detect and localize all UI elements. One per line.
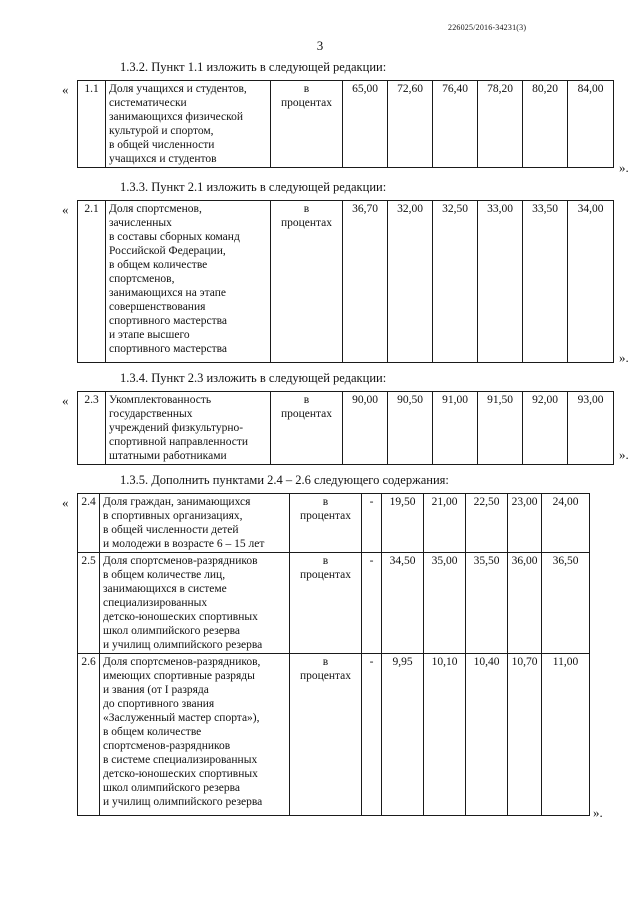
unit-line: процентах (299, 670, 352, 682)
unit-line: в (303, 203, 310, 215)
indicator-table (77, 200, 614, 363)
value-cell: 91,00 (433, 392, 478, 465)
indicator-cell (100, 553, 290, 654)
unit-cell (271, 201, 343, 363)
indicator-line: в общем количестве (103, 726, 202, 738)
indicator-line: имеющих спортивные разряды (103, 670, 255, 682)
table-row (78, 494, 590, 553)
indicator-line: в общем количестве (109, 259, 208, 271)
unit-cell (271, 392, 343, 465)
close-quote: ». (619, 160, 629, 175)
value-cell: 35,50 (466, 553, 508, 654)
value-cell: 21,00 (424, 494, 466, 553)
unit-line: в (322, 496, 329, 508)
indicator-cell (106, 201, 271, 363)
indicator-cell (106, 81, 271, 168)
unit-cell (290, 553, 362, 654)
indicator-line: в общей численности детей (103, 524, 239, 536)
indicator-line: в общем количестве лиц, (103, 569, 226, 581)
unit-cell (271, 81, 343, 168)
value-cell: 9,95 (382, 654, 424, 816)
value-cell: 10,70 (508, 654, 542, 816)
indicator-line: спортсменов-разрядников (103, 740, 231, 752)
close-quote: ». (619, 350, 629, 365)
value-cell: 19,50 (382, 494, 424, 553)
indicator-line: и этапе высшего (109, 329, 190, 341)
value-cell: 93,00 (568, 392, 614, 465)
indicator-line: занимающихся физической (109, 111, 244, 123)
indicator-line: Доля учащихся и студентов, (109, 83, 247, 95)
indicator-line: в общей численности (109, 139, 215, 151)
value-cell: 32,50 (433, 201, 478, 363)
value-cell: 90,50 (388, 392, 433, 465)
unit-line: процентах (280, 97, 333, 109)
value-cell: 33,50 (523, 201, 568, 363)
unit-line: процентах (280, 408, 333, 420)
indicator-line: занимающихся в системе (103, 583, 227, 595)
indicator-line: школ олимпийского резерва (103, 782, 240, 794)
value-cell: 33,00 (478, 201, 523, 363)
value-cell: 36,50 (542, 553, 590, 654)
unit-cell (290, 494, 362, 553)
indicator-line: спортивной направленности (109, 436, 249, 448)
indicator-line: совершенствования (109, 301, 206, 313)
row-number: 2.4 (78, 494, 100, 553)
value-cell: 91,50 (478, 392, 523, 465)
value-cell: 34,50 (382, 553, 424, 654)
value-cell: 36,00 (508, 553, 542, 654)
section-intro: 1.3.2. Пункт 1.1 изложить в следующей редакции: (120, 60, 387, 74)
indicator-line: Доля спортсменов-разрядников (103, 555, 258, 567)
indicator-line: учреждений физкультурно- (109, 422, 244, 434)
close-quote: ». (593, 805, 603, 820)
open-quote: « (62, 495, 69, 510)
value-cell: 76,40 (433, 81, 478, 168)
value-cell: 36,70 (343, 201, 388, 363)
indicator-line: специализированных (103, 597, 208, 609)
indicator-cell (100, 654, 290, 816)
table-row (78, 553, 590, 654)
table-row (78, 201, 614, 363)
dash-cell: - (362, 494, 382, 553)
open-quote: « (62, 393, 69, 408)
indicator-cell (106, 392, 271, 465)
indicator-line: в составы сборных команд (109, 231, 240, 243)
dash-cell: - (362, 654, 382, 816)
row-number: 2.3 (78, 392, 106, 465)
unit-line: в (303, 83, 310, 95)
page-number: 3 (316, 38, 324, 53)
indicator-line: до спортивного звания (103, 698, 215, 710)
indicator-line: зачисленных (109, 217, 172, 229)
dash-cell: - (362, 553, 382, 654)
row-number: 2.5 (78, 553, 100, 654)
document-id: 226025/2016-34231(3) (448, 23, 527, 32)
indicator-line: спортивного мастерства (109, 343, 227, 355)
unit-line: процентах (299, 510, 352, 522)
row-number: 2.6 (78, 654, 100, 816)
indicator-line: культурой и спортом, (109, 125, 214, 137)
indicator-table (77, 80, 614, 168)
value-cell: 80,20 (523, 81, 568, 168)
indicator-line: детско-юношеских спортивных (103, 611, 258, 623)
unit-line: процентах (299, 569, 352, 581)
open-quote: « (62, 82, 69, 97)
unit-line: в (303, 394, 310, 406)
value-cell: 90,00 (343, 392, 388, 465)
row-number: 1.1 (78, 81, 106, 168)
indicator-line: «Заслуженный мастер спорта»), (103, 712, 260, 724)
indicator-line: Укомплектованность (109, 394, 212, 406)
value-cell: 84,00 (568, 81, 614, 168)
indicator-line: и звания (от I разряда (103, 684, 209, 696)
value-cell: 72,60 (388, 81, 433, 168)
indicator-table (77, 391, 614, 465)
unit-line: в (322, 656, 329, 668)
unit-cell (290, 654, 362, 816)
indicator-line: учащихся и студентов (109, 153, 217, 165)
indicator-line: в системе специализированных (103, 754, 258, 766)
open-quote: « (62, 202, 69, 217)
value-cell: 92,00 (523, 392, 568, 465)
value-cell: 78,20 (478, 81, 523, 168)
value-cell: 22,50 (466, 494, 508, 553)
indicator-line: спортсменов, (109, 273, 175, 285)
indicator-cell (100, 494, 290, 553)
value-cell: 35,00 (424, 553, 466, 654)
indicator-line: занимающихся на этапе (109, 287, 226, 299)
unit-line: процентах (280, 217, 333, 229)
indicator-line: Российской Федерации, (109, 245, 226, 257)
table-row (78, 654, 590, 816)
indicator-line: Доля спортсменов-разрядников, (103, 656, 261, 668)
indicator-line: Доля граждан, занимающихся (103, 496, 251, 508)
indicator-line: и училищ олимпийского резерва (103, 639, 263, 651)
indicator-line: детско-юношеских спортивных (103, 768, 258, 780)
section-intro: 1.3.5. Дополнить пунктами 2.4 – 2.6 следующего содержания: (120, 473, 449, 487)
indicator-line: Доля спортсменов, (109, 203, 202, 215)
indicator-line: систематически (109, 97, 187, 109)
indicator-line: спортивного мастерства (109, 315, 227, 327)
table-row (78, 81, 614, 168)
indicator-line: в спортивных организациях, (103, 510, 243, 522)
value-cell: 32,00 (388, 201, 433, 363)
value-cell: 34,00 (568, 201, 614, 363)
section-intro: 1.3.3. Пункт 2.1 изложить в следующей редакции: (120, 180, 387, 194)
value-cell: 65,00 (343, 81, 388, 168)
value-cell: 10,10 (424, 654, 466, 816)
section-intro: 1.3.4. Пункт 2.3 изложить в следующей редакции: (120, 371, 387, 385)
close-quote: ». (619, 447, 629, 462)
indicator-line: и молодежи в возрасте 6 – 15 лет (103, 538, 265, 550)
value-cell: 10,40 (466, 654, 508, 816)
indicator-table (77, 493, 590, 816)
value-cell: 24,00 (542, 494, 590, 553)
indicator-line: школ олимпийского резерва (103, 625, 240, 637)
indicator-line: и училищ олимпийского резерва (103, 796, 263, 808)
value-cell: 23,00 (508, 494, 542, 553)
row-number: 2.1 (78, 201, 106, 363)
unit-line: в (322, 555, 329, 567)
indicator-line: государственных (109, 408, 193, 420)
table-row (78, 392, 614, 465)
value-cell: 11,00 (542, 654, 590, 816)
indicator-line: штатными работниками (109, 450, 227, 462)
